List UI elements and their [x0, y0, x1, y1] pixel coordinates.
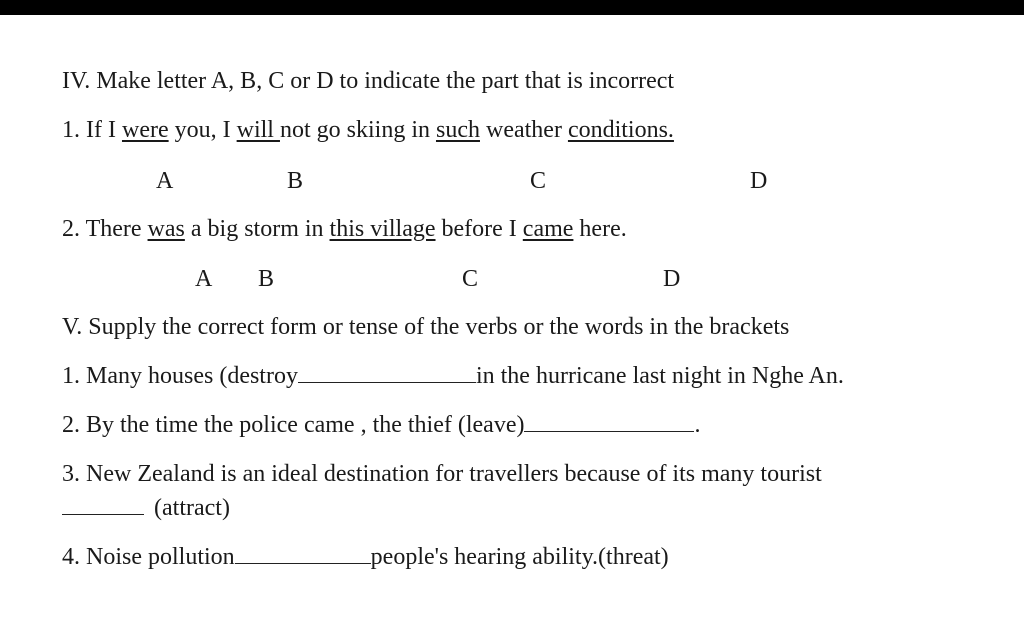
label-a: A	[156, 168, 174, 194]
question-5-2: 2. By the time the police came , the thief (leave) .	[62, 412, 701, 438]
section-5-heading: V. Supply the correct form or tense of the verbs or the words in the brackets	[62, 314, 790, 340]
answer-blank[interactable]	[298, 382, 476, 383]
answer-blank[interactable]	[235, 563, 371, 564]
question-5-4: 4. Noise pollution people's hearing ability.(threat)	[62, 544, 669, 570]
question-5-3-continued: (attract)	[62, 493, 230, 523]
section-4-heading: IV. Make letter A, B, C or D to indicate the part that is incorrect	[62, 68, 675, 94]
part-a: was	[147, 216, 185, 242]
top-black-bar	[0, 0, 1024, 15]
part-b: this village	[329, 216, 436, 242]
label-d: D	[663, 266, 681, 292]
answer-blank[interactable]	[62, 514, 144, 515]
label-c: C	[530, 168, 547, 194]
label-b: B	[258, 266, 275, 292]
label-d: D	[750, 168, 768, 194]
part-c: such	[435, 117, 480, 143]
question-5-3: 3. New Zealand is an ideal destination for travellers because of its many tourist	[62, 461, 822, 487]
part-c: came	[522, 216, 574, 242]
question-5-1: 1. Many houses (destroy in the hurricane last night in Nghe An.	[62, 363, 844, 389]
part-d: conditions.	[567, 117, 674, 143]
answer-blank[interactable]	[524, 431, 694, 432]
label-a: A	[195, 266, 213, 292]
label-b: B	[287, 168, 304, 194]
part-a: were	[121, 117, 169, 143]
question-4-2: 2. There was a big storm in this village before I came here.	[62, 216, 627, 242]
question-4-1: 1. If I were you, I will not go skiing in such weather conditions.	[62, 117, 674, 143]
label-c: C	[462, 266, 479, 292]
part-b: will	[236, 117, 280, 143]
